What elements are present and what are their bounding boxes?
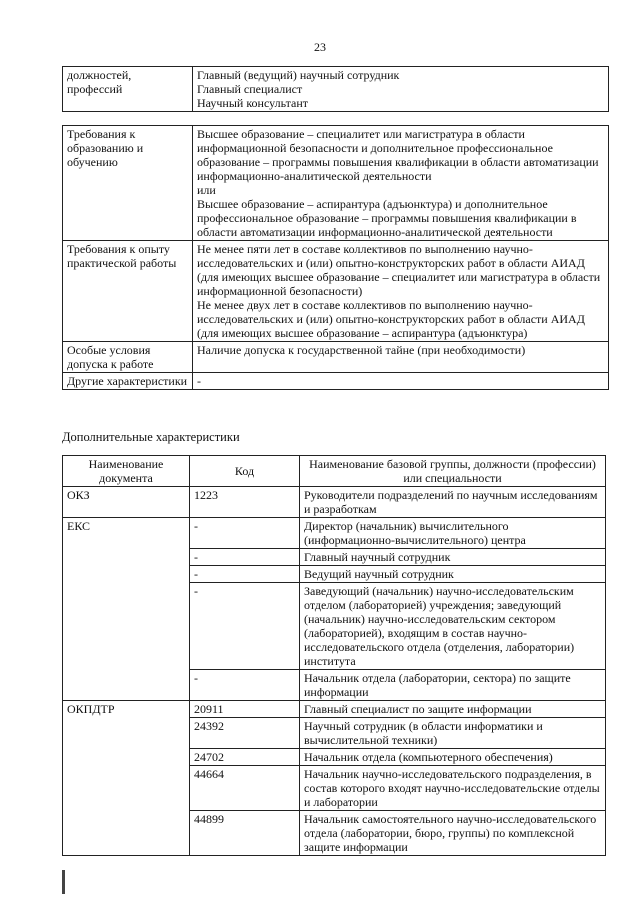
name-cell: Начальник отдела (компьютерного обеспечения) xyxy=(300,749,606,766)
name-cell: Заведующий (начальник) научно-исследовательским отделом (лабораторией) учреждения; заведующий (начальник) научно-исследовательским сектором (лабораторией), входящим в состав научно-исследовательского отдела (отделения, лаборатории) института xyxy=(300,583,606,670)
experience-value xyxy=(193,241,609,342)
scan-edge-mark xyxy=(62,870,65,894)
code-cell: 24702 xyxy=(190,749,300,766)
header-code: Код xyxy=(190,456,300,487)
doc-okpdtr: ОКПДТР xyxy=(63,701,190,856)
table-row xyxy=(63,701,606,718)
additional-characteristics-table xyxy=(62,455,606,856)
special-conditions-label: Особые условия допуска к работе xyxy=(63,342,193,373)
experience-line: Не менее двух лет в составе коллективов по выполнению научно-исследовательских и (или) опытно-конструкторских работ в области АИАД (для имеющих высшее образование – аспирантура (адъюнктура) xyxy=(197,298,585,340)
special-conditions-value: Наличие допуска к государственной тайне (при необходимости) xyxy=(193,342,609,373)
name-cell: Руководители подразделений по научным исследованиям и разработкам xyxy=(300,487,606,518)
name-cell: Ведущий научный сотрудник xyxy=(300,566,606,583)
page-number: 23 xyxy=(314,40,326,54)
education-line: Высшее образование – специалитет или магистратура в области информационной безопасности и дополнительное профессиональное образование – программы повышения квалификации в области автоматизации информационно-аналитической деятельности xyxy=(197,127,599,183)
name-cell: Директор (начальник) вычислительного (информационно-вычислительного) центра xyxy=(300,518,606,549)
name-cell: Научный сотрудник (в области информатики и вычислительной техники) xyxy=(300,718,606,749)
special-conditions-row xyxy=(63,342,609,373)
education-row xyxy=(63,126,609,241)
code-cell: - xyxy=(190,583,300,670)
requirements-table xyxy=(62,125,609,390)
name-cell: Главный специалист по защите информации xyxy=(300,701,606,718)
position-item: Научный консультант xyxy=(197,96,308,110)
education-label: Требования к образованию и обучению xyxy=(63,126,193,241)
doc-okz: ОКЗ xyxy=(63,487,190,518)
code-cell: 20911 xyxy=(190,701,300,718)
name-cell: Начальник научно-исследовательского подразделения, в состав которого входят научно-исследовательские отделы и лаборатории xyxy=(300,766,606,811)
other-characteristics-value: - xyxy=(193,373,609,390)
positions-label: должностей, профессий xyxy=(63,67,193,112)
name-cell: Главный научный сотрудник xyxy=(300,549,606,566)
education-line: Высшее образование – аспирантура (адъюнктура) и дополнительное профессиональное образование – программы повышения квалификации в области автоматизации информационно-аналитической деятельности xyxy=(197,197,577,239)
code-cell: 24392 xyxy=(190,718,300,749)
code-cell: - xyxy=(190,549,300,566)
experience-label: Требования к опыту практической работы xyxy=(63,241,193,342)
code-cell: 44899 xyxy=(190,811,300,856)
other-characteristics-row xyxy=(63,373,609,390)
education-line: или xyxy=(197,183,216,197)
name-cell: Начальник отдела (лаборатории, сектора) по защите информации xyxy=(300,670,606,701)
other-characteristics-label: Другие характеристики xyxy=(63,373,193,390)
code-cell: 1223 xyxy=(190,487,300,518)
position-item: Главный специалист xyxy=(197,82,303,96)
header-name: Наименование базовой группы, должности (профессии) или специальности xyxy=(300,456,606,487)
code-cell: 44664 xyxy=(190,766,300,811)
position-item: Главный (ведущий) научный сотрудник xyxy=(197,68,400,82)
education-value xyxy=(193,126,609,241)
code-cell: - xyxy=(190,518,300,549)
doc-eks: ЕКС xyxy=(63,518,190,701)
table-row xyxy=(63,487,606,518)
table-header-row xyxy=(63,456,606,487)
positions-values xyxy=(193,67,609,112)
additional-characteristics-heading: Дополнительные характеристики xyxy=(62,430,240,444)
table-row xyxy=(63,518,606,549)
header-document: Наименование документа xyxy=(63,456,190,487)
code-cell: - xyxy=(190,670,300,701)
code-cell: - xyxy=(190,566,300,583)
positions-table xyxy=(62,66,609,112)
name-cell: Начальник самостоятельного научно-исследовательского отдела (лаборатории, бюро, группы) по комплексной защите информации xyxy=(300,811,606,856)
experience-row xyxy=(63,241,609,342)
experience-line: Не менее пяти лет в составе коллективов по выполнению научно-исследовательских и (или) опытно-конструкторских работ в области АИАД (для имеющих высшее образование – специалитет или магистратура в области информационной безопасности) xyxy=(197,242,601,298)
